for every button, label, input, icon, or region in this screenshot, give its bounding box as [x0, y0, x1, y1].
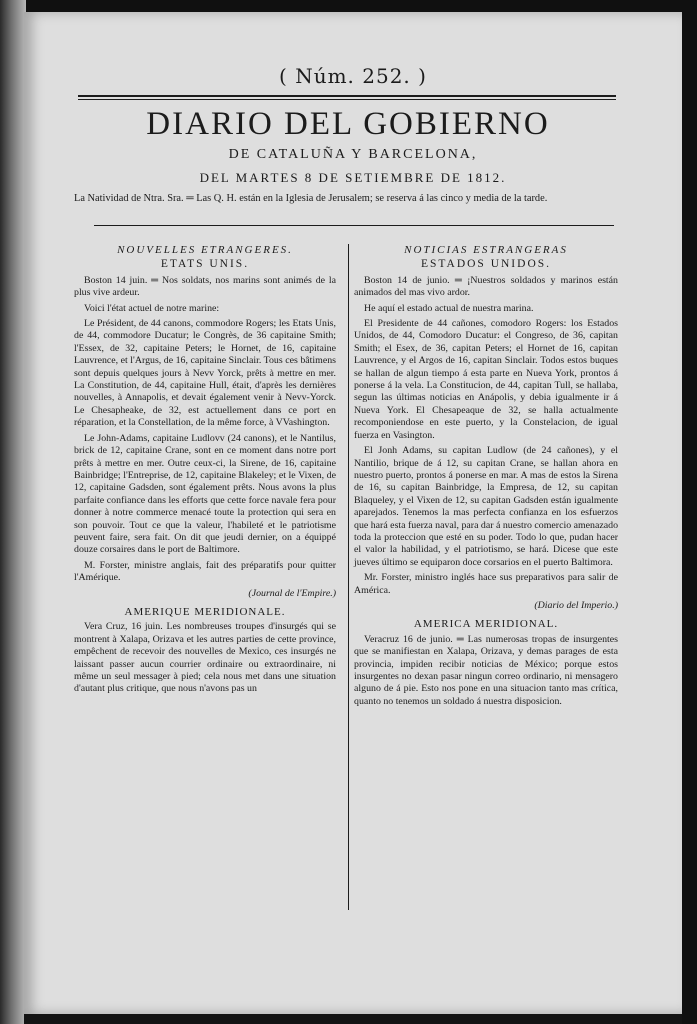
section-heading: AMERIQUE MERIDIONALE. [124, 605, 286, 618]
newspaper-page [24, 12, 682, 1014]
issue-number: ( Núm. 252. ) [279, 64, 427, 88]
masthead-rule [78, 95, 616, 100]
french-column-heading: NOUVELLES ETRANGERES. [117, 244, 293, 256]
article-source: (Journal de l'Empire.) [248, 587, 336, 599]
article-paragraph: El Jonh Adams, su capitan Ludlow (de 24 cañones), y el Nantilio, brique de á 12, su capitan Crane, se hallan ahora en nuestro puerto, prontos á ponerse en mar. A mas de estos la Sirena de 16, su capitan Bainbridge, la Empresa, de 12, su capitan Blaqueley, y el Vixen de 12, su capitan Gadsden están igualmente aparejados. Tenemos la mas perfecta confianza en los esfuerzos que hará esta fuerza naval, para dar á nuestro comercio amenazado toda la proteccion que esté en su poder. Todo lo que, pudan hacer el valor la habilidad, y el patriotismo, se hará. Dicese que este jueves último se equiparon doce corsarios en el puerto Baltimora. [354, 445, 619, 568]
spanish-column-heading: NOTICIAS ESTRANGERAS [404, 244, 568, 256]
page-bottom-edge [24, 1014, 682, 1024]
article-paragraph: El Presidente de 44 cañones, comodoro Rogers: los Estados Unidos, de 44, Comodoro Ducatur: el Congreso, de 36, capitan Smith; el Esex, de 36, capitan Peters; el Hornet de 16, capitan Lauvrence, y el Argos de 16, capitan Sinclair. Todos estos buques se hallan de algun tiempo á esta parte en Nueva York, prontos á ponerse á la vela. La Constitucion, de 44, capitan Tull, se hallaba, segun las últimas noticias en Anápolis, y debia igualmente ir á Nueva York. El Chesapeaque de 32, se halla actualmente recomponiendose en este puerto, y la Constelacion, de igual fuerza en Vasington. [354, 318, 618, 441]
newspaper-subtitle: DE CATALUÑA Y BARCELONA, [228, 147, 478, 162]
newspaper-title: DIARIO DEL GOBIERNO [146, 106, 550, 142]
article-paragraph: Le John-Adams, capitaine Ludlovv (24 canons), et le Nantilus, brick de 12, capitaine Crane, sont en ce moment dans notre port prêts à mettre en mer. Outre ceux-ci, la Sirene, de 16, capitaine Bainbridge; l'Entreprise, de 12, capitaine Blakeley; et le Vixen, de 12, capitaine Gadsden, sont également prêts. Nous avons la plus parfaite confiance dans les efforts que cette force navale fera pour donner à notre commerce menacé toute la protection qui sera en son pouvoir. Tout ce que la valeur, l'habileté et le patriotisme peuvent faire, sera fait. On dit que jeudi dernier, on a équippé douze corsaires dans le port de Baltimore. [74, 432, 336, 556]
dateline: DEL MARTES 8 DE SETIEMBRE DE 1812. [199, 170, 507, 185]
article-paragraph: Voici l'état actuel de notre marine: [84, 302, 220, 314]
spanish-column [354, 244, 618, 711]
article-paragraph: Le Président, de 44 canons, commodore Rogers; les Etats Unis, de 44, commodore Ducatur; le Congrès, de 36 capitaine Smith; l'Essex, de 32, capitaine Peters; le Hornet, de 16, capitaine Lauvrence, et l'Argus, de 16, capitaine Sinclair. Tous ces bâtimens sont depuis quelques jours à Nevv Yorck, prêts à mettre en mer. La Constitution, de 44, capitaine Hull, était, d'après les dernières nouvelles, à Annapolis, et devait également venir à Nevv-Yorck. Le Chesapheake, de 32, est actuellement dans ce port en réparation, et la Constellation, de la même force, à VVashington. [74, 318, 336, 429]
religious-notice: La Natividad de Ntra. Sra. ═ Las Q. H. están en la Iglesia de Jerusalem; se reserva á las cinco y media de la tarde. [74, 193, 548, 204]
notice-rule [94, 225, 614, 226]
article-paragraph: He aquí el estado actual de nuestra marina. [364, 302, 534, 314]
section-heading: AMERICA MERIDIONAL. [413, 618, 559, 631]
article-paragraph: Vera Cruz, 16 juin. Les nombreuses troupes d'insurgés qui se montrent à Xalapa, Orizava et les autres parties de cette province, empêchent de recevoir des nouvelles de Mexico, ces insurgés ne laissant passer aucun courrier ordinaire ou extraordinaire, ni même un seul messager à pied; cela nous met dans une situation d'autant plus critique, que nous n'avons pas un [74, 621, 336, 695]
article-paragraph: M. Forster, ministre anglais, fait des préparatifs pour quitter l'Amérique. [74, 559, 336, 584]
french-column-subheading: ETATS UNIS. [160, 258, 250, 271]
article-paragraph: Mr. Forster, ministro inglés hace sus preparativos para salir de América. [354, 572, 618, 596]
article-paragraph: Boston 14 de junio. ═ ¡Nuestros soldados y marinos están animados del mas vivo ardor. [354, 274, 618, 299]
french-column [74, 244, 336, 699]
book-spine [0, 0, 26, 1024]
article-paragraph: Veracruz 16 de junio. ═ Las numerosas tropas de insurgentes que se manifiestan en Xalapa, Orizava, y demas parages de esta provincia, impiden recibir noticias de México; porque estos insurgentes no dexan pasar ningun correo ordinario, ni mensagero alguno de á pie. Esto nos pone en una situacion tanto mas crítica, quanto no tenemos un soldado á nuestra disposicion. [354, 633, 618, 707]
spanish-column-subheading: ESTADOS UNIDOS. [420, 258, 552, 271]
article-source: (Diario del Imperio.) [534, 599, 618, 611]
article-paragraph: Boston 14 juin. ═ Nos soldats, nos marins sont animés de la plus vive ardeur. [74, 274, 336, 299]
column-divider [348, 244, 349, 910]
